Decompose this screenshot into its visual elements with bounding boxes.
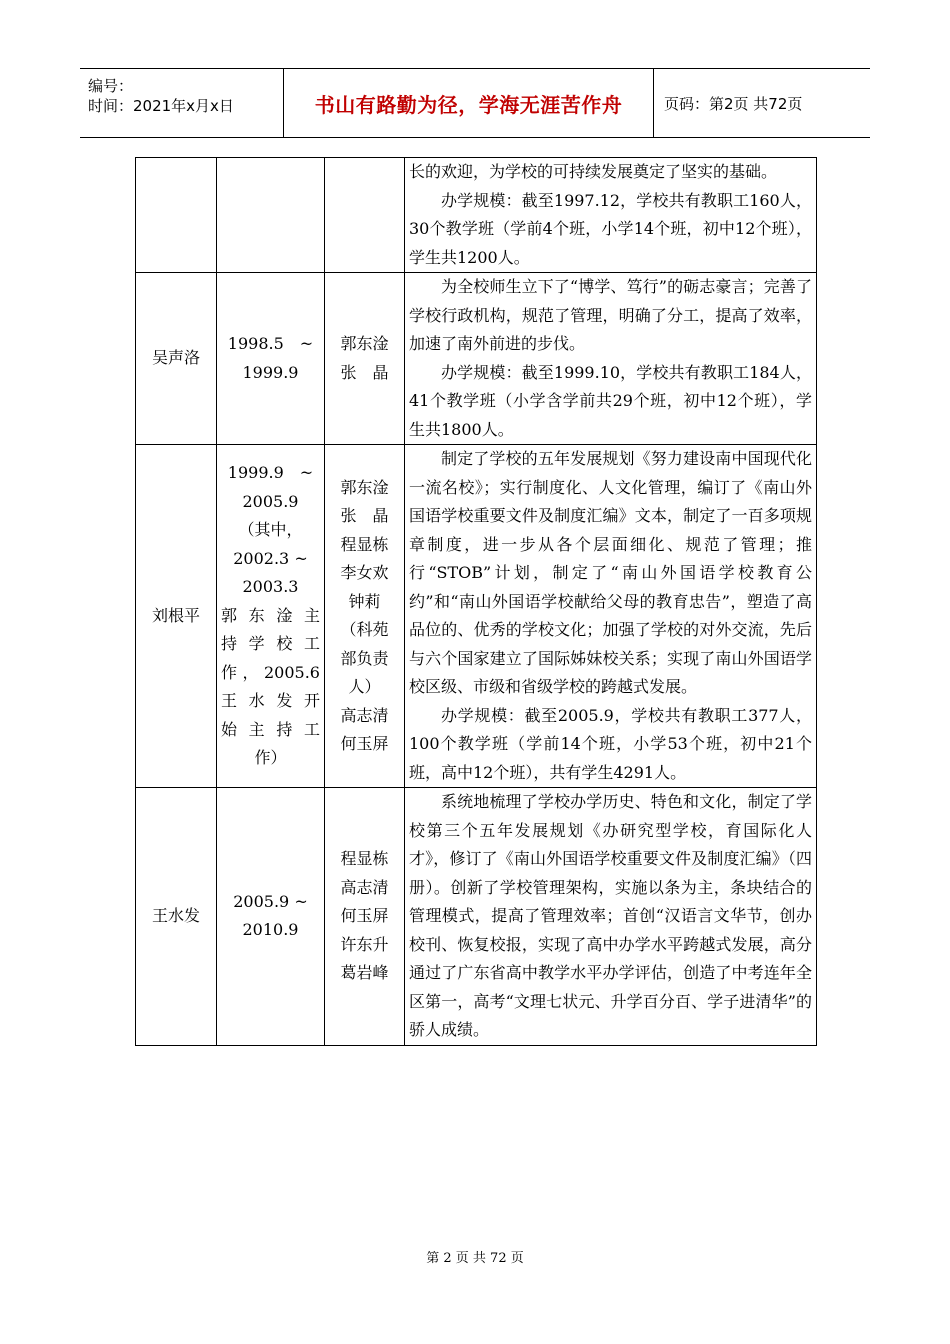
deputy-name: 张 晶 xyxy=(340,362,389,382)
page-header xyxy=(80,68,870,138)
header-motto-cell xyxy=(284,69,654,137)
term-period-line: 始主持工 xyxy=(221,719,320,739)
deputy-name: 部负责 xyxy=(340,648,389,668)
principal-name-cell xyxy=(136,158,217,273)
deputy-principals-cell xyxy=(325,788,405,1046)
term-period-line: （其中， xyxy=(238,520,303,540)
principal-name-cell: 吴声洛 xyxy=(136,273,217,445)
deputy-name: 程显栋 xyxy=(340,534,389,554)
document-date: 时间：2021年x月x日 xyxy=(88,97,234,115)
deputy-name: 张 晶 xyxy=(340,506,389,525)
term-period-cell xyxy=(217,158,325,273)
table-row xyxy=(136,273,817,445)
principal-history-table xyxy=(135,157,817,1046)
term-period-line: 1999.9 ~ xyxy=(227,463,314,483)
term-period-cell xyxy=(217,788,325,1046)
document-number-label: 编号： xyxy=(88,77,134,95)
achievement-paragraph: 办学规模：截至2005.9，学校共有教职工377人，100个教学班（学前14个班，小学53个班，初中21个班，高中12个班），共有学生4291人。 xyxy=(409,705,812,782)
table-row xyxy=(136,158,817,273)
term-period-line: 1998.5 ~ xyxy=(227,334,314,353)
deputy-name: 许东升 xyxy=(340,934,389,954)
achievement-paragraph: 办学规模：截至1999.10，学校共有教职工184人，41个教学班（小学含学前共29个班，初中12个班），学生共1800人。 xyxy=(409,362,812,439)
achievement-paragraph: 系统地梳理了学校办学历史、特色和文化，制定了学校第三个五年发展规划《办研究型学校，育国际化人才》，修订了《南山外国语学校重要文件及制度汇编》（四册）。创新了学校管理架构，实施以条为主，条块结合的管理模式，提高了管理效率；首创“汉语言文华节，创办校刊、恢复校报，实现了高中办学水平跨越式发展，高分通过了广东省高中教学水平办学评估，创造了中考连年全区第一，高考“文理七状元、升学百分百、学子进清华”的骄人成绩。 xyxy=(409,792,812,1039)
page-code: 页码：第2页 共72页 xyxy=(664,94,803,113)
deputy-principals-cell xyxy=(325,445,405,788)
deputy-principals-cell xyxy=(325,273,405,445)
term-period-line: 作，2005.6 xyxy=(221,662,320,682)
term-period-line: 王水发开 xyxy=(221,691,320,711)
term-period-line: 2010.9 xyxy=(242,920,299,940)
term-period-line: 2005.9 xyxy=(242,491,299,511)
deputy-name: 何玉屏 xyxy=(340,906,389,925)
header-meta-cell xyxy=(80,69,284,137)
page-footer: 第 2 页 共 72 页 xyxy=(426,1251,524,1266)
deputy-name: 高志清 xyxy=(340,705,389,725)
deputy-name: 李女欢 xyxy=(340,563,389,582)
deputy-name: 葛岩峰 xyxy=(340,963,389,982)
term-period-line: 2003.3 xyxy=(242,577,299,597)
achievement-paragraph: 制定了学校的五年发展规划《努力建设南中国现代化一流名校》；实行制度化、人文化管理，编订了《南山外国语学校重要文件及制度汇编》文本，制定了一百多项规章制度，进一步从各个层面细化、规范了管理；推行“STOB”计划，制定了“南山外国语学校教育公约”和“南山外国语学校献给父母的教育忠告”，塑造了高品位的、优秀的学校文化；加强了学校的对外交流，先后与六个国家建立了国际姊妹校关系；实现了南山外国语学校区级、市级和省级学校的跨越式发展。 xyxy=(409,449,812,696)
principal-name-cell: 王水发 xyxy=(136,788,217,1046)
deputy-name: 郭东淦 xyxy=(340,477,389,497)
table-row xyxy=(136,445,817,788)
deputy-principals-cell xyxy=(325,158,405,273)
principal-name-cell: 刘根平 xyxy=(136,445,217,788)
deputy-name: 人） xyxy=(348,677,381,696)
deputy-name: 郭东淦 xyxy=(340,334,389,353)
achievement-paragraph: 办学规模：截至1997.12，学校共有教职工160人，30个教学班（学前4个班，小学14个班，初中12个班），学生共1200人。 xyxy=(409,190,812,267)
term-period-line: 2002.3 ~ xyxy=(233,548,308,568)
achievements-cell xyxy=(405,788,817,1046)
motto-text: 书山有路勤为径，学海无涯苦作舟 xyxy=(314,92,623,117)
term-period-line: 郭东淦主 xyxy=(221,605,320,625)
achievement-paragraph: 为全校师生立下了“博学、笃行”的砺志豪言；完善了学校行政机构，规范了管理，明确了分工，提高了效率，加速了南外前进的步伐。 xyxy=(409,277,812,353)
term-period-cell xyxy=(217,445,325,788)
deputy-name: 何玉屏 xyxy=(340,734,389,753)
table-row xyxy=(136,788,817,1046)
deputy-name: 程显栋 xyxy=(340,849,389,868)
term-period-line: 持学校工 xyxy=(221,634,320,654)
deputy-name: 钟莉 xyxy=(348,591,381,611)
deputy-name: （科苑 xyxy=(340,620,389,639)
term-period-cell xyxy=(217,273,325,445)
achievements-cell xyxy=(405,158,817,273)
term-period-line: 作） xyxy=(254,748,287,768)
term-period-line: 2005.9 ~ xyxy=(233,891,308,911)
deputy-name: 高志清 xyxy=(340,877,389,897)
achievements-cell xyxy=(405,445,817,788)
term-period-line: 1999.9 xyxy=(242,362,299,382)
achievements-cell xyxy=(405,273,817,445)
header-page-cell xyxy=(654,69,870,137)
achievement-paragraph: 长的欢迎，为学校的可持续发展奠定了坚实的基础。 xyxy=(409,162,778,181)
